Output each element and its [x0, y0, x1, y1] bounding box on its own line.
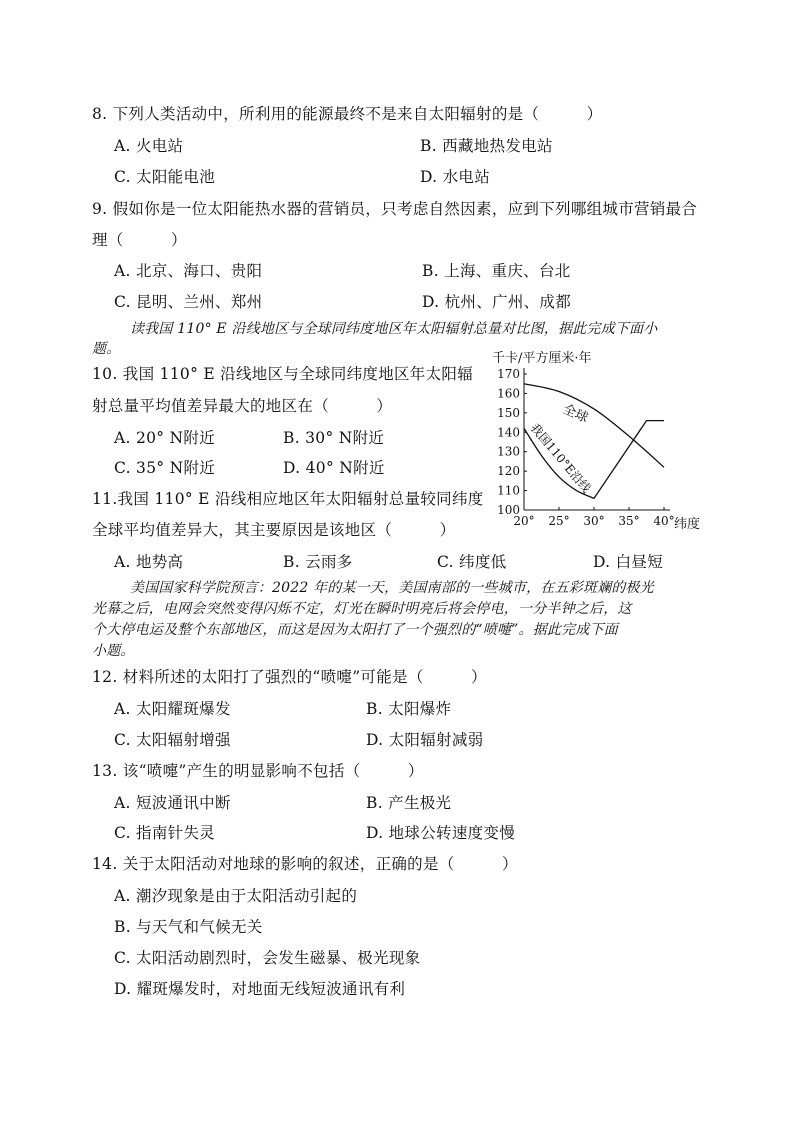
- question-9-stem-line2: 理（ ）: [92, 231, 187, 249]
- chart-y-tick-label: 160: [497, 386, 520, 401]
- question-14-option-b: B. 与天气和气候无关: [114, 918, 263, 936]
- question-12-option-b: B. 太阳爆炸: [366, 700, 452, 718]
- question-8-option-c: C. 太阳能电池: [114, 168, 216, 186]
- chart-y-tick-label: 100: [497, 503, 520, 517]
- question-13-option-b: B. 产生极光: [366, 794, 452, 812]
- question-13-stem: 13. 该“喷嚏”产生的明显影响不包括（ ）: [92, 762, 424, 780]
- question-11-stem-line1: 11.我国 110° E 沿线相应地区年太阳辐射总量较同纬度: [92, 490, 484, 508]
- question-11-option-a: A. 地势高: [114, 553, 184, 571]
- question-8-stem: 8. 下列人类活动中，所利用的能源最终不是来自太阳辐射的是（ ）: [92, 105, 603, 123]
- question-14-option-d: D. 耀斑爆发时，对地面无线短波通讯有利: [114, 980, 406, 998]
- question-8-option-d: D. 水电站: [420, 168, 491, 186]
- question-13-option-d: D. 地球公转速度变慢: [366, 824, 516, 842]
- question-9-option-d: D. 杭州、广州、成都: [422, 293, 572, 311]
- question-12-option-c: C. 太阳辐射增强: [114, 731, 231, 749]
- chart-x-tick-label: 30°: [583, 514, 605, 528]
- question-8-option-b: B. 西藏地热发电站: [420, 137, 553, 155]
- question-11-option-c: C. 纬度低: [437, 553, 507, 571]
- question-10-option-d: D. 40° N附近: [283, 459, 385, 477]
- question-9-option-a: A. 北京、海口、贵阳: [114, 262, 263, 280]
- question-10-stem-line1: 10. 我国 110° E 沿线地区与全球同纬度地区年太阳辐: [92, 365, 474, 383]
- question-10-option-b: B. 30° N附近: [283, 429, 385, 447]
- intro-chart-line2: 题。: [92, 341, 121, 357]
- question-12-option-d: D. 太阳辐射减弱: [366, 731, 484, 749]
- question-14-stem: 14. 关于太阳活动对地球的影响的叙述，正确的是（ ）: [92, 855, 518, 873]
- chart-y-tick-label: 120: [497, 464, 520, 479]
- question-13-option-c: C. 指南针失灵: [114, 824, 216, 842]
- chart-x-tick-label: 20°: [513, 514, 535, 528]
- question-9-option-c: C. 昆明、兰州、郑州: [114, 293, 263, 311]
- chart-y-tick-label: 150: [497, 405, 520, 420]
- chart-x-tick-label: 35°: [618, 514, 640, 528]
- question-12-option-a: A. 太阳耀斑爆发: [114, 700, 231, 718]
- intro-story-line3: 个大停电运及整个东部地区，而这是因为太阳打了一个强烈的“喷嚏”。据此完成下面: [92, 622, 618, 638]
- chart-x-tick-label: 25°: [548, 514, 570, 528]
- chart-y-tick-label: 130: [497, 444, 520, 459]
- intro-chart-line1: 读我国 110° E 沿线地区与全球同纬度地区年太阳辐射总量对比图，据此完成下面小: [130, 321, 658, 337]
- question-12-stem: 12. 材料所述的太阳打了强烈的“喷嚏”可能是（ ）: [92, 668, 487, 686]
- question-11-option-b: B. 云雨多: [283, 553, 353, 571]
- intro-story-line2: 光幕之后，电网会突然变得闪烁不定，灯光在瞬时明亮后将会停电，一分半钟之后，这: [92, 601, 632, 617]
- chart-ylabel: 千卡/平方厘米·年: [492, 351, 592, 366]
- question-14-option-a: A. 潮汐现象是由于太阳活动引起的: [114, 887, 358, 905]
- question-11-stem-line2: 全球平均值差异大，其主要原因是该地区（ ）: [92, 521, 456, 539]
- question-8-option-a: A. 火电站: [114, 137, 184, 155]
- series-label-global: 全球: [560, 401, 591, 427]
- chart-xlabel: 纬度: [674, 517, 701, 532]
- question-10-option-c: C. 35° N附近: [114, 459, 216, 477]
- question-9-option-b: B. 上海、重庆、台北: [422, 262, 571, 280]
- question-10-stem-line2: 射总量平均值差异最大的地区在（ ）: [92, 397, 393, 415]
- chart-y-tick-label: 140: [497, 425, 520, 440]
- chart-y-tick-label: 110: [497, 483, 520, 498]
- series-label-china: 我国110°E沿线: [527, 420, 594, 496]
- intro-story-line4: 小题。: [92, 643, 135, 659]
- chart-y-tick-label: 170: [497, 367, 520, 381]
- question-10-option-a: A. 20° N附近: [114, 429, 216, 447]
- question-13-option-a: A. 短波通讯中断: [114, 794, 231, 812]
- question-11-option-d: D. 白昼短: [593, 553, 664, 571]
- question-9-stem-line1: 9. 假如你是一位太阳能热水器的营销员，只考虑自然因素，应到下列哪组城市营销最合: [92, 200, 698, 218]
- chart-y-ticks: [497, 367, 527, 517]
- chart-x-tick-label: 40°: [653, 514, 675, 528]
- solar-radiation-chart: [486, 346, 716, 536]
- question-14-option-c: C. 太阳活动剧烈时，会发生磁暴、极光现象: [114, 949, 421, 967]
- intro-story-line1: 美国国家科学院预言：2022 年的某一天，美国南部的一些城市，在五彩斑斓的极光: [130, 580, 654, 596]
